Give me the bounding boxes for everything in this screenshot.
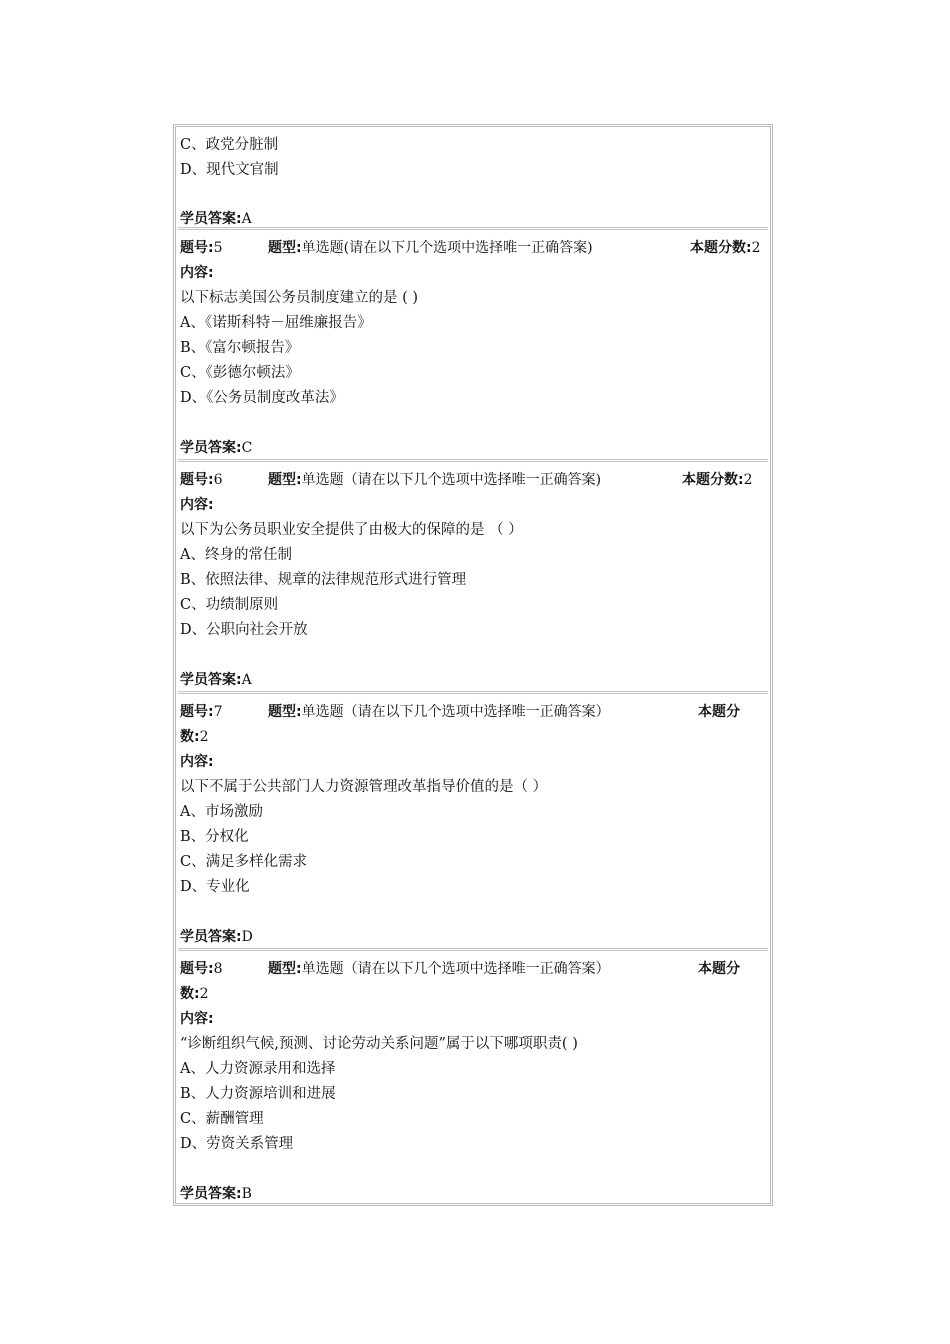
student-answer xyxy=(180,1182,764,1207)
question-5 xyxy=(178,232,768,462)
question-4-tail xyxy=(178,129,768,230)
question-8 xyxy=(178,953,768,1205)
option-a: A、市场激励 xyxy=(180,804,263,820)
question-header xyxy=(180,700,764,725)
qno-label: 题号: xyxy=(180,961,214,977)
option-d: D、劳资关系管理 xyxy=(180,1136,294,1152)
score-label-part2: 数: xyxy=(180,986,200,1002)
option-b: B、《富尔顿报告》 xyxy=(180,340,300,356)
score-label-part2: 数: xyxy=(180,729,200,745)
question-stem: 以下不属于公共部门人力资源管理改革指导价值的是（ ） xyxy=(180,779,548,795)
student-answer xyxy=(180,207,764,232)
question-stem: “诊断组织气候,预测、讨论劳动关系问题”属于以下哪项职责( ) xyxy=(180,1036,578,1052)
score-label: 本题分数: xyxy=(682,472,744,488)
answer-label: 学员答案: xyxy=(180,672,242,688)
question-header xyxy=(180,957,764,982)
score-value: 2 xyxy=(751,240,761,256)
score-line xyxy=(180,982,764,1007)
answer-value: D xyxy=(241,929,253,945)
student-answer xyxy=(180,668,764,693)
score-value: 2 xyxy=(199,729,209,745)
option-d: D、现代文官制 xyxy=(180,162,279,178)
qno-label: 题号: xyxy=(180,240,214,256)
question-stem: 以下标志美国公务员制度建立的是 ( ) xyxy=(180,290,419,306)
student-answer xyxy=(180,436,764,461)
score-label-part1: 本题分 xyxy=(698,961,740,977)
question-table xyxy=(173,124,773,1206)
qno-label: 题号: xyxy=(180,704,214,720)
option-c: C、政党分脏制 xyxy=(180,137,279,153)
answer-value: A xyxy=(241,672,252,688)
question-header xyxy=(180,236,764,261)
qno-value: 7 xyxy=(213,704,223,720)
qtype-value: 单选题（请在以下几个选项中选择唯一正确答案） xyxy=(301,704,610,720)
option-b: B、依照法律、规章的法律规范形式进行管理 xyxy=(180,572,467,588)
question-7 xyxy=(178,696,768,951)
question-stem: 以下为公务员职业安全提供了由极大的保障的是 （ ） xyxy=(180,522,523,538)
qtype-label: 题型: xyxy=(268,472,302,488)
content-label: 内容: xyxy=(180,1011,214,1027)
content-label: 内容: xyxy=(180,754,214,770)
qtype-label: 题型: xyxy=(268,240,302,256)
answer-value: C xyxy=(241,440,253,456)
answer-value: A xyxy=(241,211,252,227)
score-value: 2 xyxy=(743,472,753,488)
qno-value: 8 xyxy=(213,961,223,977)
qtype-value: 单选题（请在以下几个选项中选择唯一正确答案) xyxy=(301,472,602,488)
qtype-label: 题型: xyxy=(268,704,302,720)
content-label: 内容: xyxy=(180,265,214,281)
qtype-value: 单选题（请在以下几个选项中选择唯一正确答案） xyxy=(301,961,610,977)
content-label: 内容: xyxy=(180,497,214,513)
question-header xyxy=(180,468,764,493)
qno-value: 6 xyxy=(213,472,223,488)
option-d: D、《公务员制度改革法》 xyxy=(180,390,344,406)
option-b: B、人力资源培训和进展 xyxy=(180,1086,336,1102)
option-d: D、专业化 xyxy=(180,879,250,895)
question-6 xyxy=(178,464,768,694)
qtype-label: 题型: xyxy=(268,961,302,977)
student-answer xyxy=(180,925,764,950)
option-a: A、《诺斯科特－屈维廉报告》 xyxy=(180,315,372,331)
option-c: C、《彭德尔顿法》 xyxy=(180,365,300,381)
qtype-value: 单选题(请在以下几个选项中选择唯一正确答案) xyxy=(301,240,593,256)
answer-label: 学员答案: xyxy=(180,929,242,945)
score-label-part1: 本题分 xyxy=(698,704,740,720)
option-b: B、分权化 xyxy=(180,829,249,845)
option-d: D、公职向社会开放 xyxy=(180,622,308,638)
answer-label: 学员答案: xyxy=(180,211,242,227)
score-value: 2 xyxy=(199,986,209,1002)
qno-label: 题号: xyxy=(180,472,214,488)
score-label: 本题分数: xyxy=(690,240,752,256)
option-a: A、终身的常任制 xyxy=(180,547,292,563)
answer-label: 学员答案: xyxy=(180,440,242,456)
qno-value: 5 xyxy=(213,240,223,256)
option-c: C、薪酬管理 xyxy=(180,1111,264,1127)
answer-label: 学员答案: xyxy=(180,1186,242,1202)
answer-value: B xyxy=(241,1186,252,1202)
option-a: A、人力资源录用和选择 xyxy=(180,1061,336,1077)
score-line xyxy=(180,725,764,750)
option-c: C、功绩制原则 xyxy=(180,597,279,613)
option-c: C、满足多样化需求 xyxy=(180,854,308,870)
